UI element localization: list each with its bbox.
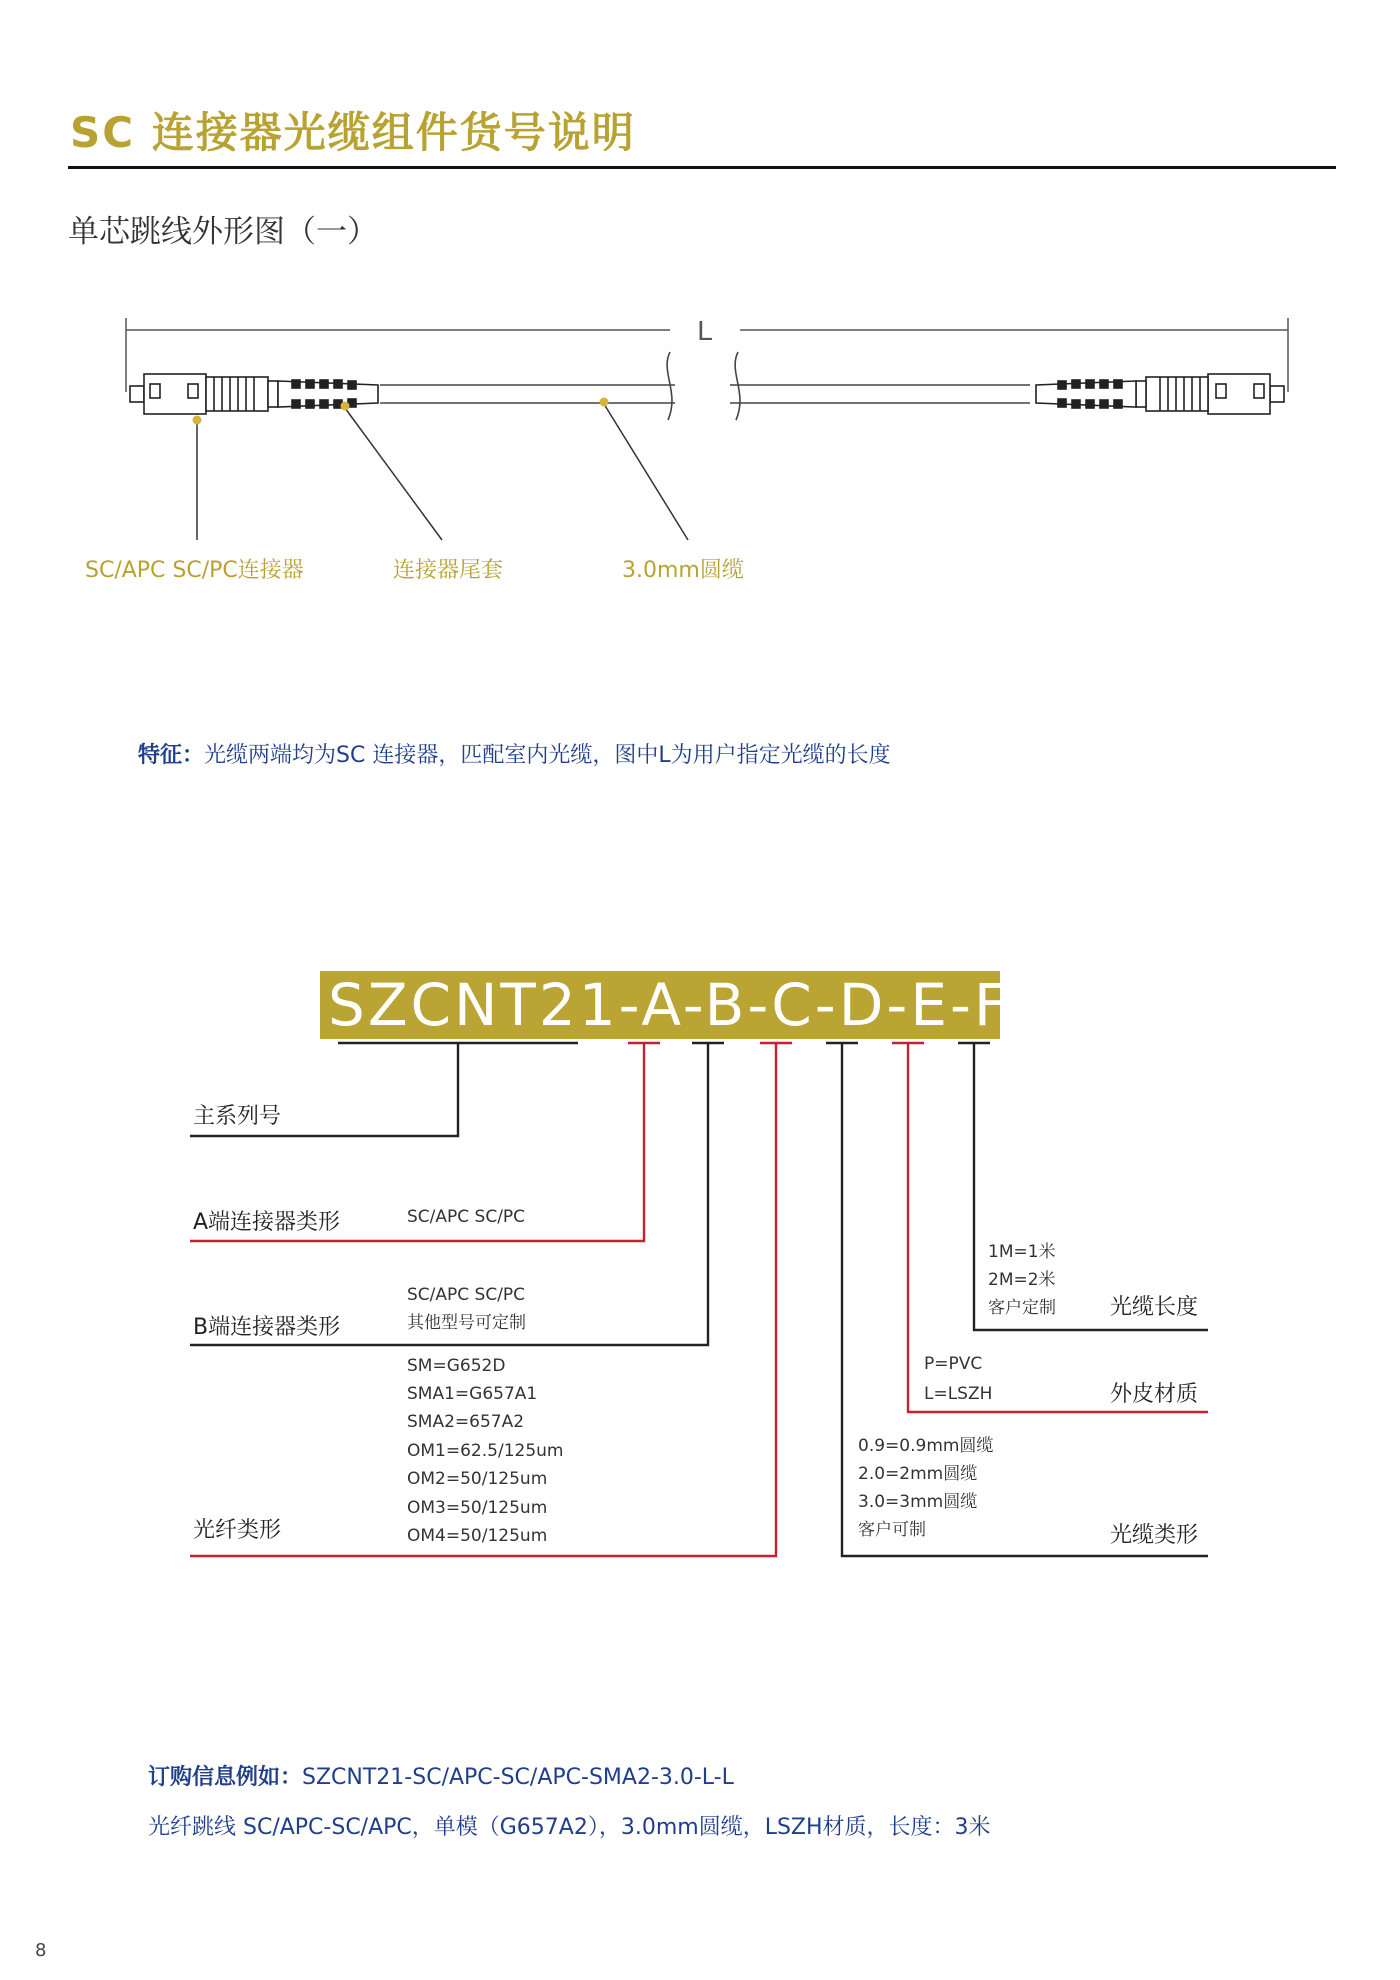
cable-length-option: 1M=1米 — [988, 1242, 1056, 1262]
a-connector-label: A端连接器类形 — [193, 1210, 341, 1235]
cable-length-option: 2M=2米 — [988, 1270, 1056, 1290]
fiber-type-option: OM4=50/125um — [407, 1526, 548, 1546]
jacket-label: 外皮材质 — [1110, 1382, 1199, 1407]
cable-length-option: 客户定制 — [988, 1298, 1056, 1318]
boot-caption: 连接器尾套 — [393, 558, 504, 583]
feature-label: 特征： — [138, 743, 205, 768]
section-title: 单芯跳线外形图（一） — [68, 214, 378, 250]
main-series-label: 主系列号 — [193, 1104, 282, 1129]
b-connector-label: B端连接器类形 — [193, 1315, 341, 1340]
cable-type-option: 2.0=2mm圆缆 — [858, 1464, 978, 1484]
fiber-type-option: SMA2=657A2 — [407, 1412, 525, 1432]
fiber-type-option: SM=G652D — [407, 1356, 506, 1376]
cable-type-option: 0.9=0.9mm圆缆 — [858, 1436, 994, 1456]
fiber-type-option: OM3=50/125um — [407, 1498, 548, 1518]
length-label: L — [697, 315, 713, 346]
fiber-type-label: 光纤类形 — [193, 1518, 282, 1543]
fiber-type-option: OM2=50/125um — [407, 1469, 548, 1489]
order-example — [148, 1760, 734, 1791]
cable-type-option: 客户可制 — [858, 1520, 926, 1540]
order-description: 光纤跳线 SC/APC-SC/APC，单模（G657A2），3.0mm圆缆，LSZH材质，长度：3米 — [148, 1815, 991, 1840]
b-connector-option: 其他型号可定制 — [407, 1313, 526, 1333]
page-number: 8 — [35, 1940, 47, 1961]
cable-type-label: 光缆类形 — [1110, 1523, 1199, 1548]
connector-caption: SC/APC SC/PC连接器 — [85, 558, 304, 583]
fiber-type-option: OM1=62.5/125um — [407, 1441, 564, 1461]
cable-type-option: 3.0=3mm圆缆 — [858, 1492, 978, 1512]
feature-text: 光缆两端均为SC 连接器，匹配室内光缆，图中L为用户指定光缆的长度 — [204, 743, 891, 768]
b-connector-option: SC/APC SC/PC — [407, 1285, 526, 1305]
order-code: SZCNT21-SC/APC-SC/APC-SMA2-3.0-L-L — [302, 1765, 734, 1790]
order-label: 订购信息例如： — [148, 1765, 303, 1790]
jacket-option: L=LSZH — [924, 1384, 993, 1404]
jacket-option: P=PVC — [924, 1354, 983, 1374]
cable-caption: 3.0mm圆缆 — [622, 558, 744, 583]
fiber-type-option: SMA1=G657A1 — [407, 1384, 538, 1404]
a-connector-option: SC/APC SC/PC — [407, 1207, 526, 1227]
cable-length-label: 光缆长度 — [1110, 1295, 1199, 1320]
part-code-banner: SZCNT21-A-B-C-D-E-F — [320, 971, 1000, 1039]
page-title: SC 连接器光缆组件货号说明 — [70, 108, 636, 157]
